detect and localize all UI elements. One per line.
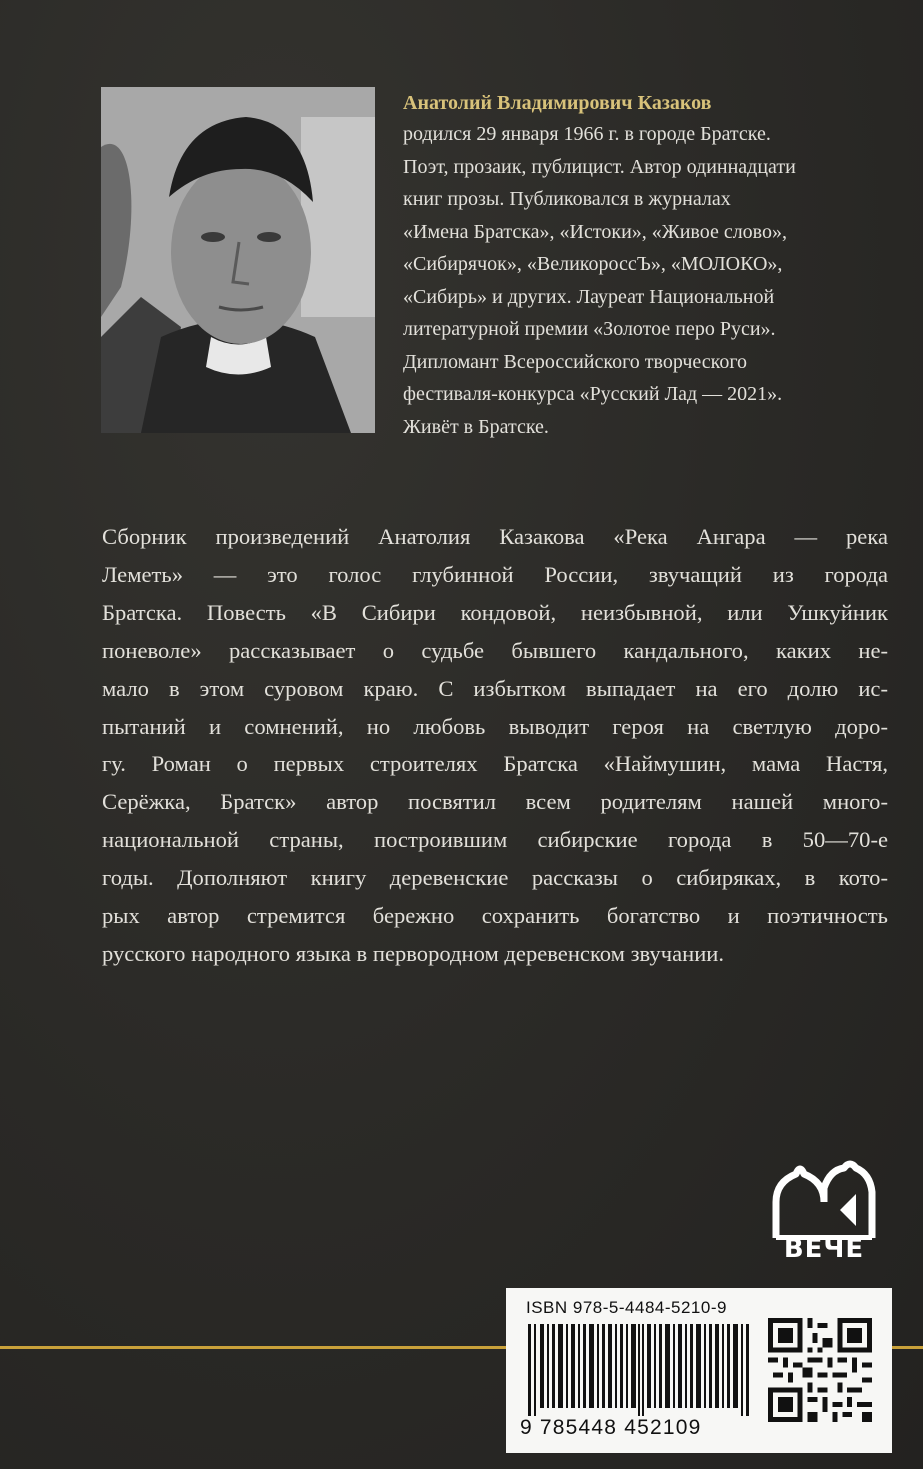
annotation-line: Братска. Повесть «В Сибири кондовой, неизбывной, или Ушкуйник [102,599,888,625]
barcode-digits: 9 785448 452109 [520,1416,702,1439]
bio-line: книг прозы. Публиковался в журналах [403,188,731,210]
isbn-number: ISBN 978-5-4484-5210-9 [526,1298,727,1317]
author-name: Анатолий Владимирович Казаков [403,92,712,114]
publisher-logo [770,1160,878,1270]
bio-line: Дипломант Всероссийского творческого [403,350,748,373]
bio-line: «Сибирячок», «ВеликороссЪ», «МОЛОКО», [403,253,783,275]
bio-line: Живёт в Братске. [403,415,549,438]
annotation-line: мало в этом суровом краю. С избытком выпадает на его долю ис- [102,675,888,701]
annotation-line: Леметь» — это голос глубинной России, звучащий из города [102,561,888,587]
publisher-name: ВЕЧЕ [783,1234,865,1264]
bio-line: «Сибирь» и других. Лауреат Национальной [403,285,775,308]
annotation-line: пытаний и сомнений, но любовь выводит героя на светлую доро- [102,713,888,739]
barcode [528,1324,752,1416]
bio-line: родился 29 января 1966 г. в городе Братске. [403,123,771,145]
annotation-line: национальной страны, построившим сибирские города в 50—70-е [102,827,888,853]
author-bio [403,118,873,443]
bio-line: фестиваля-конкурса «Русский Лад — 2021». [403,383,783,405]
book-annotation [102,518,888,973]
kremlin-icon [770,1160,878,1240]
isbn-sticker [506,1288,892,1453]
qr-code [768,1318,872,1422]
annotation-line: годы. Дополняют книгу деревенские рассказы о сибиряках, в кото- [102,865,888,891]
bio-line: Поэт, прозаик, публицист. Автор одиннадцати [403,155,796,178]
bio-line: литературной премии «Золотое перо Руси». [403,318,776,340]
annotation-line: рых автор стремится бережно сохранить богатство и поэтичность [102,903,888,929]
annotation-line: поневоле» рассказывает о судьбе бывшего кандального, каких не- [102,637,888,663]
bio-line: «Имена Братска», «Истоки», «Живое слово», [403,220,787,243]
annotation-line: гу. Роман о первых строителях Братска «Наймушин, мама Настя, [102,751,888,777]
annotation-line: Серёжка, Братск» автор посвятил всем родителям нашей много- [102,789,888,815]
annotation-line: русского народного языка в первородном деревенском звучании. [102,940,725,966]
annotation-line: Сборник произведений Анатолия Казакова «Река Ангара — река [102,524,888,549]
author-photo [101,87,375,433]
